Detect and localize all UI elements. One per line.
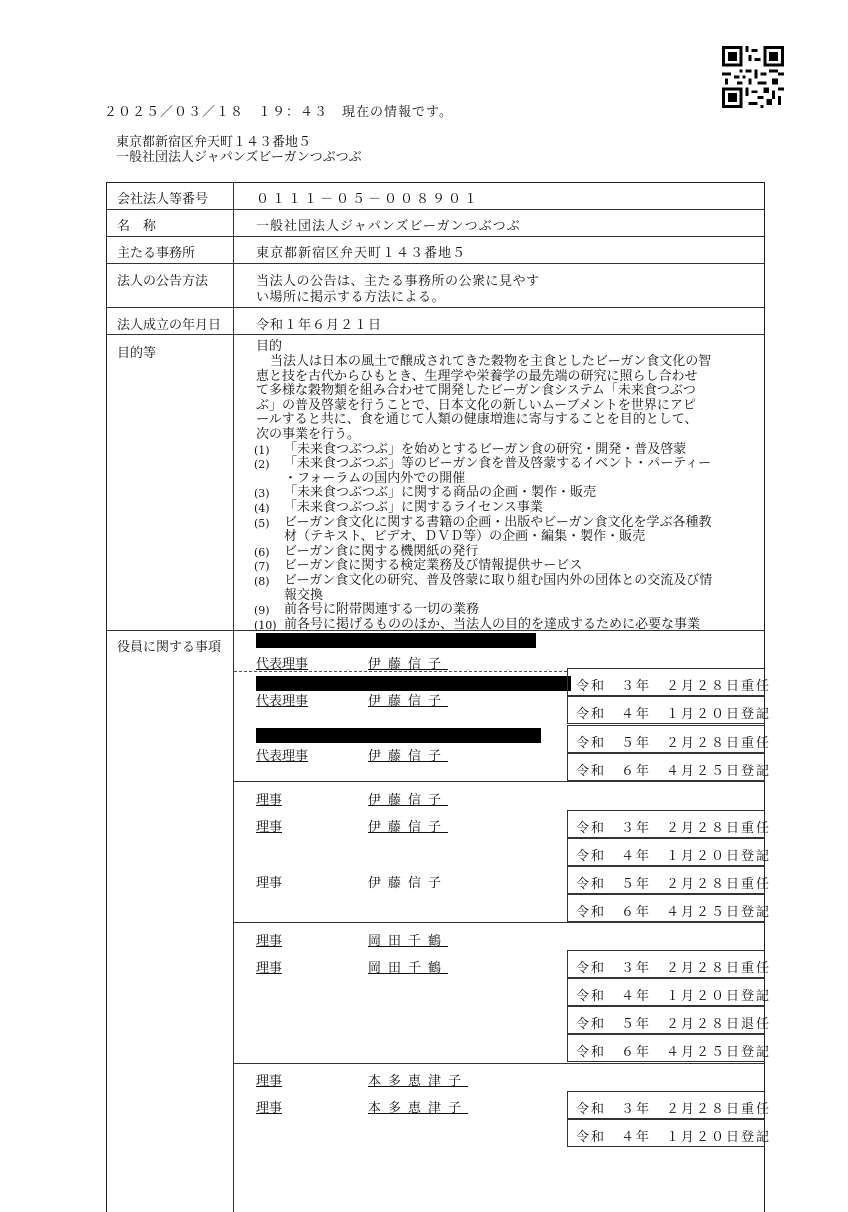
purpose-item-number: (7) (254, 560, 270, 574)
date-entry: 令和 ３年 ２月２８日重任 (576, 821, 772, 836)
purpose-item-text: ビーガン食に関する検定業務及び情報提供サービス (284, 558, 583, 574)
purpose-intro-line: 恵と技を古代からひもとき、生理学や栄養学の最先端の研究に照らし合わせ (256, 368, 698, 384)
purpose-item-text: 「未来食つぶつぶ」等のビーガン食を普及啓蒙するイベント・パーティー (284, 456, 712, 472)
date-entry: 令和 ６年 ４月２５日登記 (576, 764, 772, 779)
purpose-intro-line: 次の事業を行う。 (256, 427, 361, 442)
group-divider (234, 1063, 765, 1064)
row-divider (106, 209, 765, 210)
date-entry: 令和 ５年 ２月２８日重任 (576, 736, 772, 751)
purpose-item-text: 「未来食つぶつぶ」に関する商品の企画・製作・販売 (284, 485, 597, 501)
officer-name: 本多恵津子 (368, 1101, 469, 1116)
purpose-item-text: 「未来食つぶつぶ」に関するライセンス事業 (284, 500, 543, 515)
officers-label: 役員に関する事項 (117, 640, 222, 655)
purpose-heading: 目的 (256, 339, 283, 354)
purpose-item-text: ビーガン食文化に関する書籍の企画・出版やビーガン食文化を学ぶ各種教 (284, 514, 712, 530)
redaction-bar (256, 633, 536, 648)
notice-label: 法人の公告方法 (117, 274, 209, 289)
officer-role: 代表理事 (256, 749, 309, 764)
purpose-item-text: 材（テキスト、ビデオ、ＤＶＤ等）の企画・編集・製作・販売 (284, 529, 646, 545)
officer-role: 理事 (256, 793, 283, 808)
purpose-item-number: (4) (254, 502, 270, 515)
corp-no-label: 会社法人等番号 (117, 192, 209, 207)
header-address: 東京都新宿区弁天町１４３番地５ (116, 135, 312, 150)
purpose-item-text: 報交換 (284, 587, 324, 603)
officer-name: 伊藤信子 (368, 793, 449, 808)
officer-name: 岡田千鶴 (368, 961, 449, 976)
name-value: 一般社団法人ジャパンズビーガンつぶつぶ (256, 219, 521, 234)
notice-line2: い場所に掲示する方法による。 (256, 290, 446, 305)
date-entry: 令和 ５年 ２月２８日退任 (576, 1017, 772, 1032)
row-divider (106, 236, 765, 237)
redaction-bar (256, 676, 571, 691)
column-divider (233, 182, 234, 1212)
date-entry: 令和 ４年 １月２０日登記 (576, 989, 772, 1004)
date-entry: 令和 ３年 ２月２８日重任 (576, 1102, 772, 1117)
purpose-intro-line: 当法人は日本の風土で醸成されてきた穀物を主食としたビーガン食文化の智 (270, 354, 712, 369)
dashed-divider (234, 671, 567, 672)
officer-role: 理事 (256, 1074, 283, 1089)
purpose-item-number: (9) (254, 604, 270, 618)
notice-line1: 当法人の公告は、主たる事務所の公衆に見やす (256, 274, 540, 289)
header-company: 一般社団法人ジャパンズビーガンつぶつぶ (116, 150, 362, 165)
qr-code-icon (722, 46, 784, 108)
date-entry: 令和 ４年 １月２０日登記 (576, 707, 772, 722)
officer-name: 伊藤信子 (368, 694, 449, 709)
date-entry: 令和 ４年 １月２０日登記 (576, 849, 772, 864)
officer-name: 本多恵津子 (368, 1074, 469, 1089)
purpose-item-text: ビーガン食に関する機関紙の発行 (284, 543, 479, 559)
officer-name: 伊藤信子 (368, 876, 449, 891)
purpose-intro-line: て多様な穀物類を組み合わせて開発したビーガン食システム「未来食つぶつ (256, 383, 696, 399)
group-divider (234, 781, 765, 782)
purpose-item-text: 「未来食つぶつぶ」を始めとするビーガン食の研究・開発・普及啓蒙 (284, 441, 687, 457)
redaction-bar (256, 728, 541, 743)
row-divider (106, 263, 765, 264)
corp-no-value: ０１１１－０５－００８９０１ (256, 192, 481, 207)
purpose-intro-line: ールすると共に、食を通じて人類の健康増進に寄与することを目的として、 (256, 412, 698, 428)
officer-role: 理事 (256, 876, 283, 891)
purpose-item-number: (8) (254, 575, 270, 588)
purpose-item-number: (1) (254, 443, 270, 457)
date-entry: 令和 ４年 １月２０日登記 (576, 1130, 772, 1145)
officer-role: 理事 (256, 820, 283, 835)
row-divider (106, 307, 765, 308)
officer-name: 伊藤信子 (368, 657, 449, 672)
purpose-item-text: ・フォーラムの国内外での開催 (284, 470, 466, 486)
officer-role: 理事 (256, 1101, 283, 1116)
officer-role: 理事 (256, 961, 283, 976)
purpose-intro-line: ぶ」の普及啓蒙を行うことで、日本文化の新しいムーブメントを世界にアピ (256, 397, 696, 413)
date-entry: 令和 ３年 ２月２８日重任 (576, 679, 772, 694)
purpose-item-number: (2) (254, 458, 270, 472)
established-value: 令和１年６月２１日 (256, 318, 383, 333)
officer-role: 代表理事 (256, 694, 309, 709)
purpose-item-text: ビーガン食文化の研究、普及啓蒙に取り組む国内外の団体との交流及び情 (284, 573, 713, 588)
date-entry: 令和 ３年 ２月２８日重任 (576, 961, 772, 976)
purpose-item-text: 前各号に附帯関連する一切の業務 (284, 602, 480, 618)
group-divider (234, 922, 765, 923)
name-label: 名 称 (117, 219, 157, 234)
purpose-item-number: (3) (254, 487, 270, 501)
officer-name: 伊藤信子 (368, 749, 449, 764)
purpose-item-number: (10) (254, 618, 277, 632)
officer-name: 岡田千鶴 (368, 934, 449, 949)
officer-name: 伊藤信子 (368, 820, 449, 835)
purpose-item-text: 前各号に掲げるもののほか、当法人の目的を達成するために必要な事業 (284, 616, 701, 632)
row-divider (106, 334, 765, 335)
established-label: 法人成立の年月日 (117, 318, 222, 333)
purpose-label: 目的等 (117, 346, 157, 361)
office-label: 主たる事務所 (117, 246, 196, 261)
date-entry: 令和 ５年 ２月２８日重任 (576, 877, 772, 892)
date-entry: 令和 ６年 ４月２５日登記 (576, 1045, 772, 1060)
date-entry: 令和 ６年 ４月２５日登記 (576, 905, 772, 920)
office-value: 東京都新宿区弁天町１４３番地５ (256, 246, 467, 261)
purpose-item-number: (5) (254, 516, 270, 530)
timestamp-line: ２０２５／０３／１８ １９：４３ 現在の情報です。 (104, 105, 453, 120)
officer-role: 理事 (256, 934, 283, 949)
purpose-item-number: (6) (254, 545, 270, 559)
officer-role: 代表理事 (256, 657, 309, 672)
